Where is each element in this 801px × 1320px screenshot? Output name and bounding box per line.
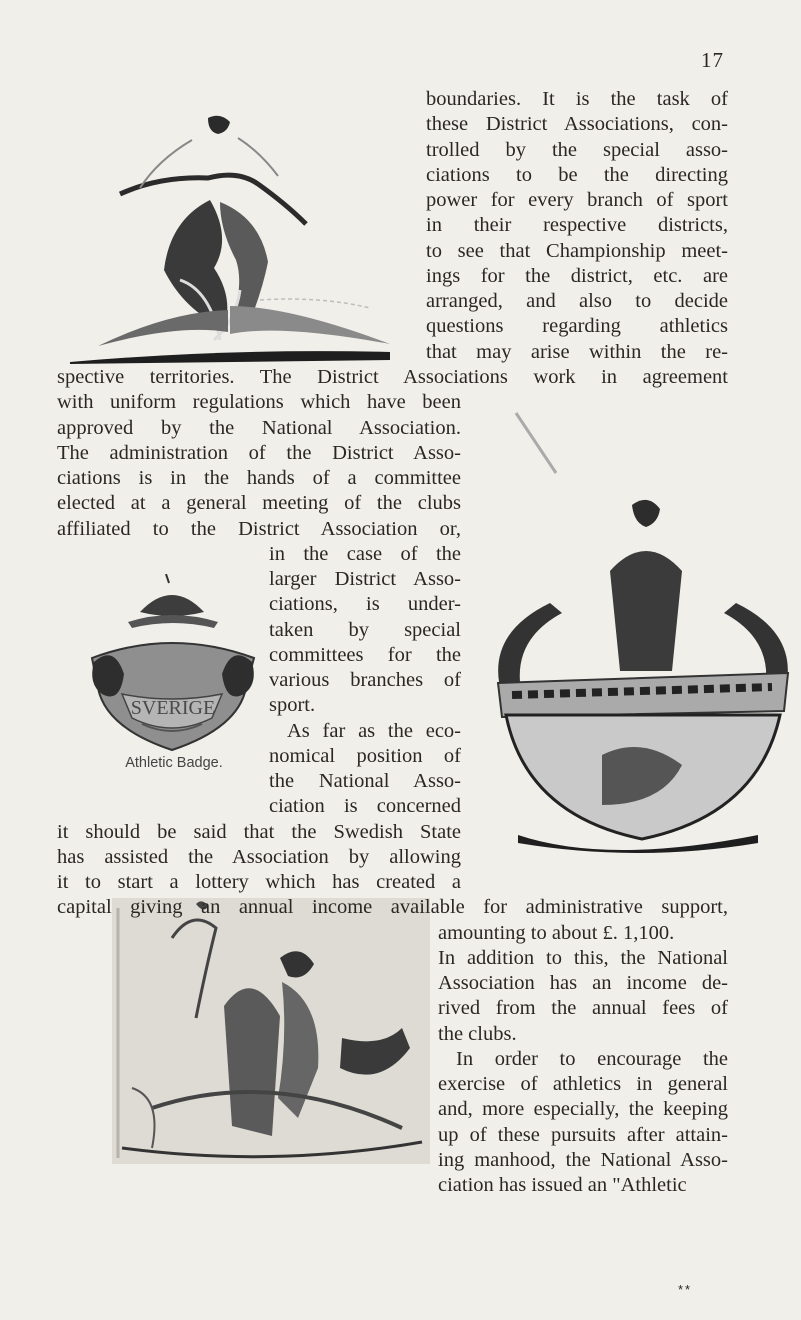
text-line: trolled by the special asso- [426, 139, 728, 161]
illustration-athlete-sculpture [60, 110, 410, 368]
text-line: up of these pursuits after attain- [438, 1124, 728, 1146]
text-line: these District Associations, con- [426, 113, 728, 135]
text-line: various branches of [269, 669, 461, 691]
text-line: Association has an income de- [438, 972, 728, 994]
text-line: As far as the eco- [287, 720, 461, 742]
text-line: The administration of the District Asso- [57, 442, 461, 464]
text-line: larger District Asso- [269, 568, 461, 590]
text-line: ciations to be the directing [426, 164, 728, 186]
text-line: ciation is concerned [269, 795, 461, 817]
page-number: 17 [701, 48, 724, 72]
text-line: questions regarding athletics [426, 315, 728, 337]
text-line: committees for the [269, 644, 461, 666]
badge-caption: Athletic Badge. [125, 755, 223, 771]
text-line: rived from the annual fees of [438, 997, 728, 1019]
text-line: capital giving an annual income available for administrative support, [57, 896, 728, 918]
text-line: nomical position of [269, 745, 461, 767]
illustration-trophy [482, 395, 801, 857]
text-line: in their respective districts, [426, 214, 728, 236]
text-line: that may arise within the re- [426, 341, 728, 363]
text-line: the National Asso- [269, 770, 461, 792]
text-line: the clubs. [438, 1023, 517, 1045]
text-line: In order to encourage the [456, 1048, 728, 1070]
text-line: it to start a lottery which has created a [57, 871, 461, 893]
text-line: spective territories. The District Associations work in agreement [57, 366, 728, 388]
text-line: affiliated to the District Association or, [57, 518, 461, 540]
illustration-relief-figures [112, 898, 430, 1164]
illustration-athletic-badge [82, 574, 264, 754]
text-line: it should be said that the Swedish State [57, 821, 461, 843]
text-line: ciation has issued an "Athletic [438, 1174, 687, 1196]
text-line: approved by the National Association. [57, 417, 461, 439]
text-line: taken by special [269, 619, 461, 641]
text-line: arranged, and also to decide [426, 290, 728, 312]
badge-inscription: SVERIGE [130, 697, 216, 719]
text-line: ciations, is under- [269, 593, 461, 615]
text-line: and, more especially, the keeping [438, 1098, 728, 1120]
text-line: to see that Championship meet- [426, 240, 728, 262]
text-line: power for every branch of sport [426, 189, 728, 211]
text-line: ciations is in the hands of a committee [57, 467, 461, 489]
text-line: with uniform regulations which have been [57, 391, 461, 413]
text-line: exercise of athletics in general [438, 1073, 728, 1095]
text-line: has assisted the Association by allowing [57, 846, 461, 868]
text-line: ings for the district, etc. are [426, 265, 728, 287]
text-line: boundaries. It is the task of [426, 88, 728, 110]
text-line: in the case of the [269, 543, 461, 565]
text-line: In addition to this, the National [438, 947, 728, 969]
text-line: elected at a general meeting of the clubs [57, 492, 461, 514]
footer-signature-mark: ** [678, 1282, 693, 1297]
text-line: ing manhood, the National Asso- [438, 1149, 728, 1171]
text-line: amounting to about £. 1,100. [438, 922, 675, 944]
text-line: sport. [269, 694, 316, 716]
